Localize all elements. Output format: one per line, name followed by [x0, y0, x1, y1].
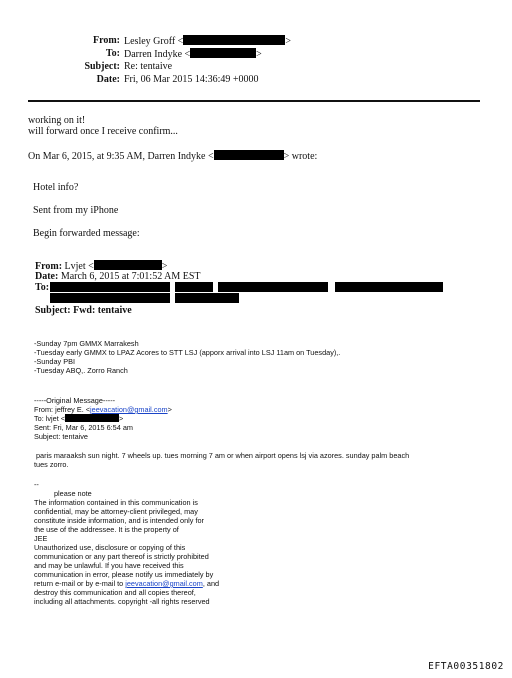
- notice-line: and may be unlawful. If you have received this: [34, 561, 184, 570]
- redaction-box: [175, 282, 213, 292]
- redaction-box: [94, 260, 162, 270]
- reply-line-1: working on it!: [28, 115, 86, 126]
- redaction-box: [50, 282, 170, 292]
- header-from-value: Lesley Groff < >: [124, 36, 291, 47]
- darren-line-2: Sent from my iPhone: [33, 205, 119, 216]
- redaction-box: [218, 282, 328, 292]
- notice-return: return e-mail or by e-mail to jeevacation@gmail.com, and: [34, 579, 220, 588]
- notice-line: communication or any part thereof is strictly prohibited: [34, 552, 209, 561]
- redaction-box: [183, 35, 285, 45]
- notice-line: constitute inside information, and is intended only for: [34, 516, 204, 525]
- original-subject: Subject: tentaive: [34, 432, 88, 441]
- notice-line: the use of the addressee. It is the property of: [34, 525, 179, 534]
- header-divider: [28, 100, 480, 102]
- redaction-box: [335, 282, 443, 292]
- fwd-to: To:: [35, 282, 50, 293]
- notice-line: The information contained in this communication is: [34, 498, 198, 507]
- itinerary-line: -Tuesday early GMMX to LPAZ Acores to STT LSJ (apporx arrival into LSJ 11am on Tuesday),.: [34, 348, 341, 357]
- date-label: Date:: [96, 74, 120, 85]
- original-sent: Sent: Fri, Mar 6, 2015 6:54 am: [34, 423, 133, 432]
- redaction-box: [175, 293, 239, 303]
- fwd-subject: Subject: Fwd: tentaive: [35, 305, 132, 316]
- redaction-box: [214, 150, 284, 160]
- quote-intro: On Mar 6, 2015, at 9:35 AM, Darren Indyke < > wrote:: [28, 151, 318, 162]
- original-body-1: paris maraaksh sun night. 7 wheels up. tues morning 7 am or when airport opens lsj via azores. sunday palm beach: [36, 451, 410, 460]
- original-body-2: tues zorro.: [34, 460, 69, 469]
- notice-line: Unauthorized use, disclosure or copying of this: [34, 543, 186, 552]
- original-from: From: jeffrey E. <jeevacation@gmail.com>: [34, 405, 172, 414]
- original-divider: -----Original Message-----: [34, 396, 116, 405]
- header-date-value: Fri, 06 Mar 2015 14:36:49 +0000: [124, 74, 259, 85]
- itinerary-line: -Tuesday ABQ,. Zorro Ranch: [34, 366, 128, 375]
- notice-destroy: destroy this communication and all copies thereof,: [34, 588, 196, 597]
- header-to-value: Darren Indyke < >: [124, 49, 262, 60]
- redaction-box: [190, 48, 256, 58]
- notice-line: JEE: [34, 534, 48, 543]
- signature-dashes: --: [34, 480, 39, 489]
- email-link[interactable]: jeevacation@gmail.com: [125, 579, 203, 588]
- bates-number: EFTA00351802: [428, 661, 504, 672]
- notice-line: communication in error, please notify us immediately by: [34, 570, 214, 579]
- subject-label: Subject:: [84, 61, 120, 72]
- notice-line: confidential, may be attorney-client privileged, may: [34, 507, 198, 516]
- redaction-box: [50, 293, 170, 303]
- original-to: To: lvjet < >: [34, 414, 124, 423]
- itinerary-line: -Sunday PBI: [34, 357, 75, 366]
- please-note: please note: [54, 489, 92, 498]
- darren-line-1: Hotel info?: [33, 182, 79, 193]
- redaction-box: [65, 414, 119, 422]
- itinerary-line: -Sunday 7pm GMMX Marrakesh: [34, 339, 139, 348]
- darren-line-3: Begin forwarded message:: [33, 228, 140, 239]
- email-link[interactable]: jeevacation@gmail.com: [90, 405, 168, 414]
- fwd-date: Date: March 6, 2015 at 7:01:52 AM EST: [35, 271, 201, 282]
- to-label: To:: [105, 48, 120, 59]
- header-subject-value: Re: tentaive: [124, 61, 173, 72]
- fwd-from: From: Lvjet < >: [35, 261, 168, 272]
- reply-line-2: will forward once I receive confirm...: [28, 126, 178, 137]
- from-label: From:: [92, 35, 120, 46]
- notice-including: including all attachments. copyright -all rights reserved: [34, 597, 210, 606]
